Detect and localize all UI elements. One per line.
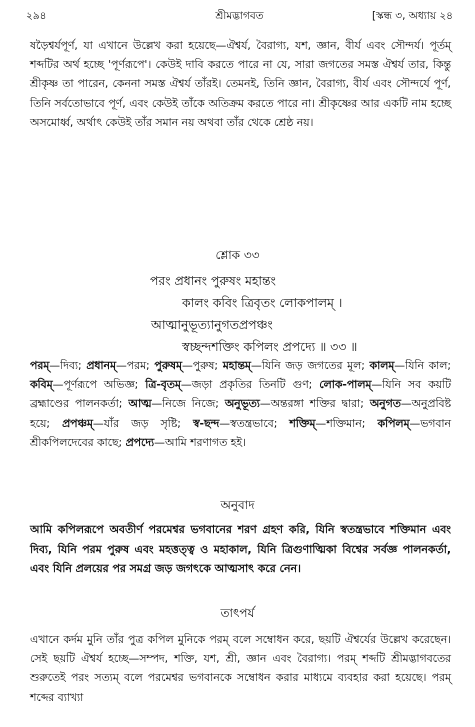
book-title: শ্রীমদ্ভাগবত <box>215 9 264 22</box>
synonym-meaning: যাঁর জড় সৃষ্টি; <box>103 416 181 430</box>
synonym-meaning: পূর্ণরূপে অভিজ্ঞ; <box>63 378 139 392</box>
synonym-meaning: যিনি কাল; <box>405 359 451 372</box>
synonym-meaning: নিজে নিজে; <box>162 397 219 411</box>
purport-text: এখানে কর্দম মুনি তাঁর পুত্র কপিল মুনিকে পরম্‌ বলে সম্বোধন করে, ছয়টি ঐশ্বর্যের উল্লেখ করেছেন। সেই ছয়টি ঐশ্বর্য হচ্ছে—সম্পদ, শক্তি, যশ, শ্রী, জ্ঞান এবং বৈরাগ্য। পরম্‌ শব্দটি শ্রীমদ্ভাগবতের শুরুতেই পরং সত্যম্‌ বলে পরমেশ্বর ভগবানকে সম্বোধন করার মাধ্যমে ব্যবহার করা হয়েছে। পরম্‌ শব্দের ব্যাখ্যা <box>30 633 451 704</box>
intro-text: ষড়ৈশ্বর্যপূর্ণ, যা এখানে উল্লেখ করা হয়েছে—ঐশ্বর্য, বৈরাগ্য, যশ, জ্ঞান, বীর্য এবং সৌন্দর্য। পূর্তম্‌ শব্দটির অর্থ হচ্ছে 'পূর্ণরূপে'। কেউই দাবি করতে পারে না যে, সারা জগতের সমস্ত ঐশ্বর্য তার, কিন্তু শ্রীকৃষ্ণ তা পারেন, কেননা সমস্ত ঐশ্বর্য তাঁরই। তেমনই, তিনি জ্ঞান, বৈরাগ্য, বীর্য এবং সৌন্দর্যে পূর্ণ, তিনি সর্বতোভাবে পূর্ণ, এবং কেউই তাঁকে অতিক্রম করতে পারে না। শ্রীকৃষ্ণের আর একটি নাম হচ্ছে অসমোর্ধ্ব, অর্থাৎ কেউই তাঁর সমান নয় অথবা তাঁর থেকে শ্রেষ্ঠ নয়। <box>30 39 451 129</box>
synonym-meaning: অনুপ্রবিষ্ট হয়ে; <box>30 397 452 430</box>
purport-heading: তাৎপর্য <box>220 606 255 620</box>
synonym-meaning: আমি শরণাগত হই। <box>164 435 246 449</box>
verse-line-3: আত্মানুভূত্যানুগতপ্রপঞ্চং <box>151 317 273 332</box>
synonym-term: প্রপঞ্চম্‌ <box>62 416 93 430</box>
synonym-meaning: অন্তরঙ্গা শক্তির দ্বারা; <box>270 397 364 411</box>
synonym-term: পুরুষম্‌ <box>154 359 182 372</box>
verse-line-4: স্বচ্ছন্দশক্তিং কপিলং প্রপদ্যে ॥ ৩৩ ॥ <box>182 339 358 354</box>
synonym-term: অনুভূত্য <box>224 397 260 411</box>
synonym-meaning: শক্তিমান; <box>326 416 366 430</box>
synonym-term: অনুগত <box>369 397 401 411</box>
synonym-meaning: দিব্য; <box>60 359 82 372</box>
synonym-term: শক্তিম্‌ <box>289 416 316 430</box>
synonym-term: প্রধানম্‌ <box>86 359 116 372</box>
synonym-term: পরম্‌ <box>30 359 50 372</box>
synonym-term: মহান্তম্‌ <box>222 359 251 372</box>
verse-text <box>0 270 475 358</box>
synonym-term: আত্ম <box>128 397 152 411</box>
translation-text: আমি কপিলরূপে অবতীর্ণ পরমেশ্বর ভগবানের শরণ গ্রহণ করি, যিনি স্বতন্ত্রভাবে শক্তিমান এবং দিব্য, যিনি পরম পুরুষ এবং মহত্তত্ত্ব ও মহাকাল, যিনি ত্রিগুণাত্মিকা বিশ্বের সর্বজ্ঞ পালনকর্তা, এবং যিনি প্রলয়ের পর সমগ্র জড় জগৎকে আত্মসাৎ করে নেন। <box>30 523 451 575</box>
synonym-term: কপিলম্‌ <box>377 416 410 430</box>
synonym-term: কবিম্‌ <box>30 378 53 392</box>
synonym-meaning: যিনি সব কয়টি ব্রহ্মাণ্ডের পালনকর্তা; <box>30 378 452 411</box>
synonym-term: স্ব-ছন্দ <box>192 416 220 430</box>
verse-title: শ্লোক ৩৩ <box>215 248 260 262</box>
page-number: ২৯৪ <box>26 9 47 22</box>
purport-paragraph <box>30 630 451 707</box>
synonym-term: লোক-পালম্‌ <box>319 378 372 392</box>
intro-paragraph <box>30 36 451 132</box>
synonym-meaning: ভগবান শ্রীকপিলদেবের কাছে; <box>30 416 451 449</box>
synonym-term: ত্রি-বৃতম্‌ <box>145 378 181 392</box>
synonym-meaning: পরম; <box>126 359 150 372</box>
page-header <box>26 8 453 26</box>
synonym-meaning: পুরুষ; <box>192 359 218 372</box>
synonyms-paragraph <box>30 356 451 452</box>
synonym-meaning: স্বতন্ত্রভাবে; <box>230 416 278 430</box>
verse-line-2: কালং কবিং ত্রিবৃতং লোকপালম্‌ । <box>182 295 343 310</box>
translation-heading: অনুবাদ <box>220 498 255 512</box>
chapter-reference: [স্কন্ধ ৩, অধ্যায় ২৪ <box>371 9 453 22</box>
synonym-meaning: যিনি জড় জগতের মূল; <box>261 359 365 372</box>
synonym-term: কালম্‌ <box>369 359 395 372</box>
translation-paragraph <box>30 520 451 579</box>
verse-line-1: পরং প্রধানং পুরুষং মহান্তং <box>150 273 276 288</box>
synonym-meaning: জড়া প্রকৃতির তিনটি গুণ; <box>191 378 313 392</box>
synonym-term: প্রপদ্যে <box>125 435 155 449</box>
synonyms-text: পরম্‌—দিব্য; প্রধানম্‌—পরম; পুরুষম্‌—পুরুষ; মহান্তম্‌—যিনি জড় জগতের মূল; কালম্‌—যিনি কাল; কবিম্‌—পূর্ণরূপে অভিজ্ঞ; ত্রি-বৃতম্‌—জড়া প্রকৃতির তিনটি গুণ; লোক-পালম্‌—যিনি সব কয়টি ব্রহ্মাণ্ডের পালনকর্তা; আত্ম—নিজে নিজে; অনুভূত্য—অন্তরঙ্গা শক্তির দ্বারা; অনুগত—অনুপ্রবিষ্ট হয়ে; প্রপঞ্চম্‌—যাঁর জড় সৃষ্টি; স্ব-ছন্দ—স্বতন্ত্রভাবে; শক্তিম্‌—শক্তিমান; কপিলম্‌—ভগবান শ্রীকপিলদেবের কাছে; প্রপদ্যে—আমি শরণাগত হই। <box>30 359 452 449</box>
